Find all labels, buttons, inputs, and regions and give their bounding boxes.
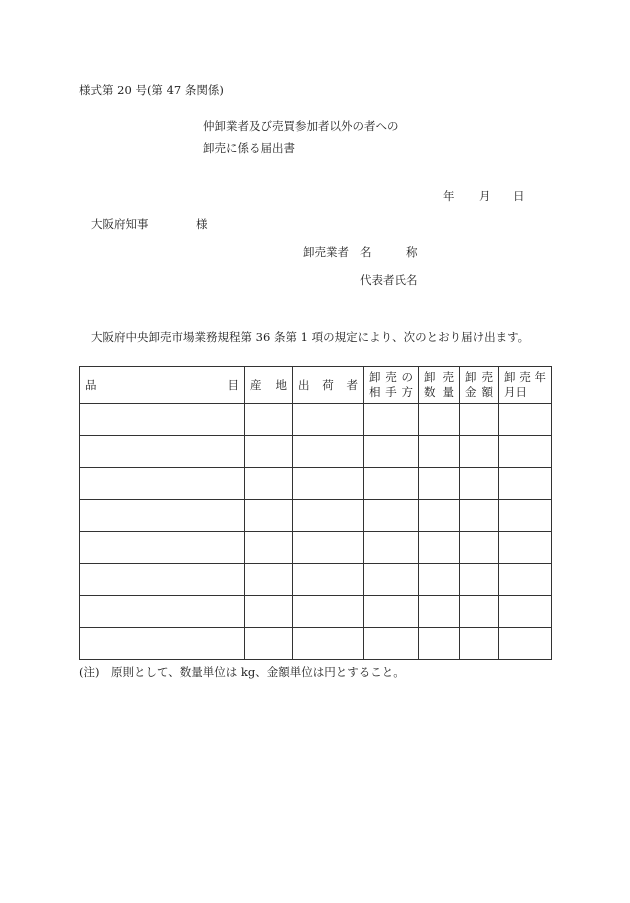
representative-label: 代表者氏名 (360, 273, 418, 287)
table-row (80, 468, 552, 500)
header-trade-partner: 卸 売 の 相 手 方 (364, 367, 419, 404)
table-cell[interactable] (364, 436, 419, 468)
table-cell[interactable] (293, 564, 364, 596)
addressee: 大阪府知事 (91, 217, 149, 231)
table-cell[interactable] (80, 468, 245, 500)
table-cell[interactable] (364, 500, 419, 532)
table-cell[interactable] (419, 596, 460, 628)
table-cell[interactable] (80, 628, 245, 660)
table-cell[interactable] (80, 436, 245, 468)
date-month-label: 月 (479, 189, 491, 203)
table-cell[interactable] (460, 468, 499, 500)
table-cell[interactable] (460, 628, 499, 660)
header-quantity: 卸 売 数 量 (419, 367, 460, 404)
table-cell[interactable] (364, 596, 419, 628)
honorific: 様 (196, 217, 208, 231)
form-title-line1: 仲卸業者及び売買参加者以外の者への (203, 119, 399, 133)
date-day-label: 日 (513, 189, 525, 203)
table-cell[interactable] (419, 500, 460, 532)
table-cell[interactable] (80, 500, 245, 532)
table-cell[interactable] (460, 404, 499, 436)
table-cell[interactable] (245, 404, 293, 436)
table-cell[interactable] (245, 564, 293, 596)
form-title-line2: 卸売に係る届出書 (203, 141, 295, 155)
table-header-row (80, 367, 552, 404)
header-origin: 産 地 (245, 367, 293, 404)
table-cell[interactable] (364, 564, 419, 596)
table-cell[interactable] (293, 628, 364, 660)
header-shipper: 出 荷 者 (293, 367, 364, 404)
table-row (80, 436, 552, 468)
table-cell[interactable] (245, 596, 293, 628)
table-cell[interactable] (245, 628, 293, 660)
table-cell[interactable] (364, 628, 419, 660)
table-cell[interactable] (80, 564, 245, 596)
table-cell[interactable] (80, 404, 245, 436)
table-row (80, 532, 552, 564)
submitter-label: 卸売業者 (303, 245, 349, 259)
form-number: 様式第 20 号(第 47 条関係) (79, 83, 224, 97)
table-cell[interactable] (293, 436, 364, 468)
table-cell[interactable] (293, 532, 364, 564)
table-cell[interactable] (245, 500, 293, 532)
table-cell[interactable] (499, 404, 552, 436)
table-cell[interactable] (364, 404, 419, 436)
table-cell[interactable] (419, 564, 460, 596)
notification-table (79, 366, 552, 660)
table-row (80, 404, 552, 436)
table-cell[interactable] (499, 628, 552, 660)
table-cell[interactable] (499, 564, 552, 596)
table-cell[interactable] (419, 532, 460, 564)
header-item: 品 目 (80, 367, 245, 404)
table-cell[interactable] (293, 500, 364, 532)
table-cell[interactable] (419, 436, 460, 468)
date-year-label: 年 (443, 189, 455, 203)
table-cell[interactable] (245, 468, 293, 500)
table-cell[interactable] (293, 404, 364, 436)
table-row (80, 564, 552, 596)
table-cell[interactable] (245, 436, 293, 468)
table-cell[interactable] (293, 468, 364, 500)
table-cell[interactable] (460, 500, 499, 532)
submitter-name-label: 名 称 (360, 245, 418, 259)
table-cell[interactable] (419, 404, 460, 436)
table-row (80, 500, 552, 532)
table-cell[interactable] (245, 532, 293, 564)
table-cell[interactable] (293, 596, 364, 628)
table-cell[interactable] (460, 596, 499, 628)
table-body (80, 404, 552, 660)
table-cell[interactable] (80, 596, 245, 628)
footnote: (注) 原則として、数量単位は kg、金額単位は円とすること。 (79, 665, 405, 679)
table-cell[interactable] (499, 436, 552, 468)
header-amount: 卸 売 金 額 (460, 367, 499, 404)
table-row (80, 628, 552, 660)
statement: 大阪府中央卸売市場業務規程第 36 条第 1 項の規定により、次のとおり届け出ます。 (91, 330, 530, 344)
table-cell[interactable] (499, 500, 552, 532)
table-cell[interactable] (499, 532, 552, 564)
table-cell[interactable] (419, 468, 460, 500)
header-sale-date: 卸 売 年 月日 (499, 367, 552, 404)
table-cell[interactable] (460, 564, 499, 596)
table-cell[interactable] (460, 532, 499, 564)
table-cell[interactable] (460, 436, 499, 468)
table-cell[interactable] (499, 468, 552, 500)
table-cell[interactable] (364, 468, 419, 500)
table-cell[interactable] (364, 532, 419, 564)
table-cell[interactable] (80, 532, 245, 564)
table-row (80, 596, 552, 628)
table-cell[interactable] (499, 596, 552, 628)
table-cell[interactable] (419, 628, 460, 660)
